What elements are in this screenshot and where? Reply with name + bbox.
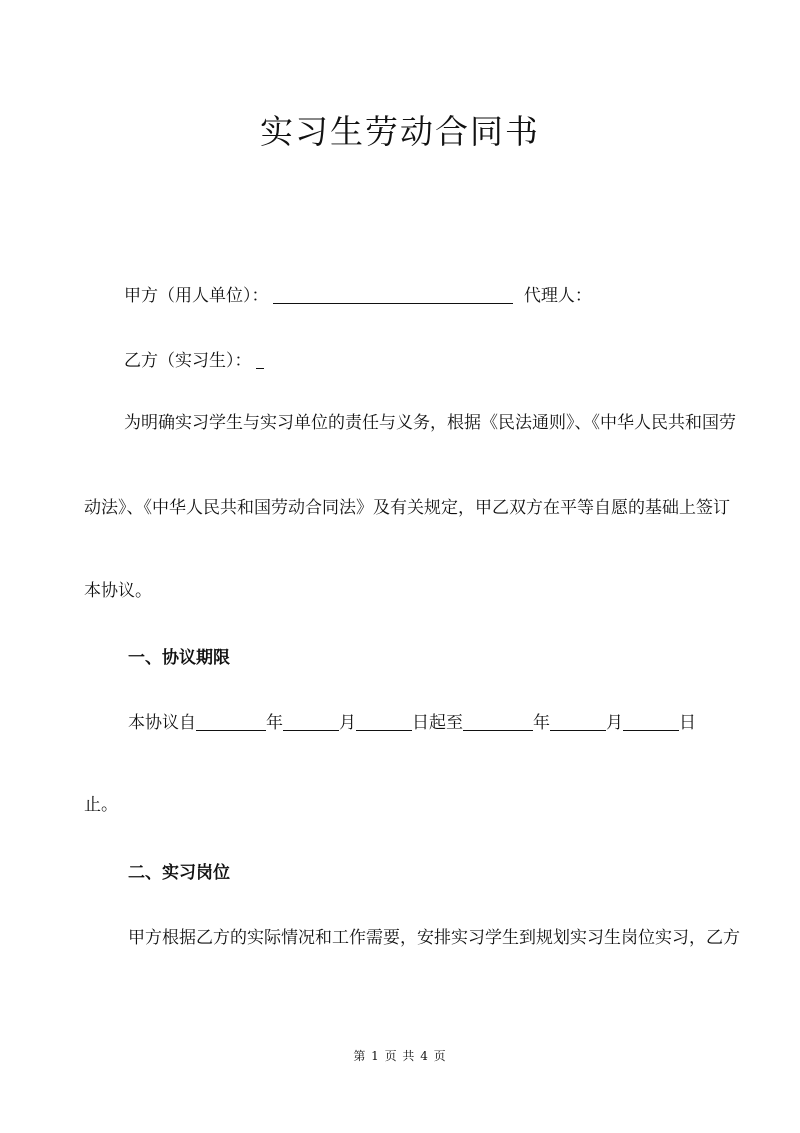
party-a-line [124,283,592,309]
end-year-blank[interactable] [463,712,533,731]
party-a-agent-label: 代理人： [523,286,592,306]
term-line [128,710,696,736]
end-month-blank[interactable] [550,712,606,731]
term-end-line: 止。 [84,795,118,815]
party-b-label: 乙方（实习生）： [124,351,252,371]
page-footer: 第 1 页 共 4 页 [353,1049,447,1063]
end-month-label: 月 [606,713,623,733]
section-2-heading: 二、实习岗位 [128,863,230,883]
start-day-label: 日起至 [412,713,463,733]
term-prefix: 本协议自 [128,713,196,733]
intro-line-1: 为明确实习学生与实习单位的责任与义务，根据《民法通则》、《中华人民共和国劳 [124,413,736,433]
document-title: 实习生劳动合同书 [260,112,540,151]
end-day-label: 日 [679,713,696,733]
start-year-blank[interactable] [196,712,266,731]
intro-line-2: 动法》、《中华人民共和国劳动合同法》及有关规定，甲乙双方在平等自愿的基础上签订 [84,498,730,518]
start-day-blank[interactable] [356,712,412,731]
party-b-blank[interactable] [256,350,264,369]
start-year-label: 年 [266,713,283,733]
intro-line-3: 本协议。 [84,581,152,601]
end-day-blank[interactable] [623,712,679,731]
start-month-blank[interactable] [283,712,339,731]
start-month-label: 月 [339,713,356,733]
party-a-blank[interactable] [273,285,513,304]
end-year-label: 年 [533,713,550,733]
section-2-line-1: 甲方根据乙方的实际情况和工作需要，安排实习学生到规划实习生岗位实习，乙方 [128,928,740,948]
party-a-label: 甲方（用人单位）： [124,286,269,306]
party-b-line [124,348,264,374]
section-1-heading: 一、协议期限 [128,648,230,668]
